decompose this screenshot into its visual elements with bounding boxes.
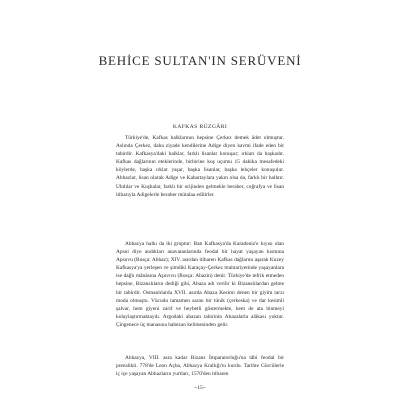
body-paragraph: Türkiye'de, Kafkas halklarının hepsine Çerkez demek âdet olmuştur. Aslında Çerkez, daha ziyade kendilerine Adige diyen kavmi ifade eden bir tabirdir. Kafkasya'daki halklar, farklı lisanlar konuşur; ırkları da başkadır. Kafkas dağlarının eteklerinde, birbirine kuş uçumu 15 dakika mesafedeki köylerde, başka ırklar yaşar, başka lisanlar, başka lehçeler konuşulur. Abhazlar, lisan olarak Adige ve Kabartaylara yakın olsa da, farklı bir halktır. Ubıhlar ve Kuşhalar, farklı bir orijinden gelmekle beraber, coğrafya ve lisan itibarıyla Adigelerle beraber mütalaa edilirler.: [116, 135, 284, 198]
page-number: ~15~: [194, 385, 206, 391]
body-paragraph-1-block: [116, 134, 284, 199]
section-heading: KAFKAS RÜZGÂRI: [172, 124, 228, 130]
body-paragraph-3-block: [116, 354, 284, 378]
body-paragraph: Abhazya, VIII. asra kadar Bizans İmparatorluğu'na tâbi feodal bir prenslikti. 778'de Leon Açba, Abhazya Krallığı'nı kurdu. Tarihte Gürcülerle iç içe yaşayan Abhazların yurtları, 1570'den itibaren: [116, 355, 284, 378]
chapter-title: BEHİCE SULTAN'IN SERÜVENİ: [98, 52, 302, 68]
body-paragraph: Abhazya halkı da iki gruptur: Batı Kafkasya'da Karadeniz'e kıyısı olan Apsni diye andıkları anavatanlarında feodal bir hayat yaşayan kısmına Apsuvu (Rusça: Abhaz); XIV. asırdan itibaren Kafkas dağlarını aşarak Kuzey Kafkasya'ya yerleşen ve şimdiki Karaçay-Çerkez muhtariyetinde yaşayanlara ise dağlı mânâsına Aşuvıvu (Rusça: Abazin) denir. Türkiye'de tefrik etmeden hepsine, Bizanslıların dediği gibi, Abaza adı verilir ki Bizanslılardan gelme bir tabirdir. Osmanlılarda XVII. asırda Abaza Kesimi denen bir giyim tarzı moda olmuştu. Vücudu tamamen saran bir tünik (çerkeska) ve dar kesimli şalvar, hem giyeni zarif ve heybetli göstermekte, hem de ata binmeyi kolaylaştırmaktaydı. Argodaki abazan tabirinin Abazalarla alâkası yoktur. Çingenece üç manasına habezan kelimesinden gelir.: [116, 241, 284, 328]
body-paragraph-2-block: [116, 240, 284, 329]
